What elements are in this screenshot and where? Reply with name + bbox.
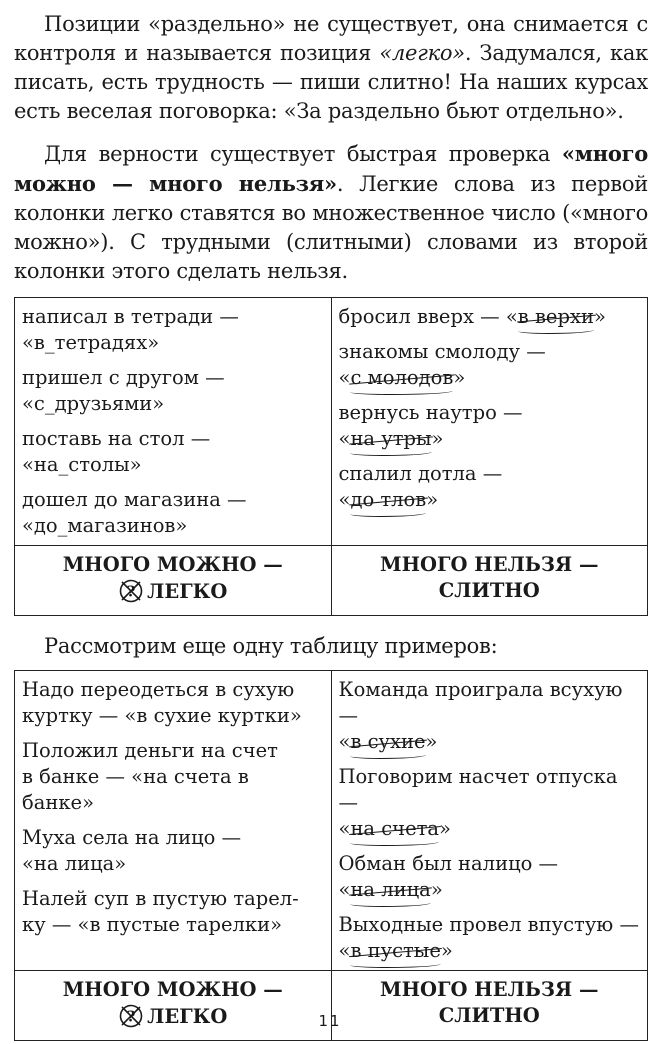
paragraph-1	[14, 10, 648, 126]
quote-open: «	[338, 730, 351, 753]
quote-close: »	[426, 488, 439, 511]
struck-out-word: в пустые	[350, 939, 441, 962]
paragraph-2-bold: «много можно — много нельзя»	[14, 141, 648, 196]
quote-close: »	[453, 366, 466, 389]
item-line: «с_друзьями»	[22, 392, 165, 415]
table-2-footer-easy	[15, 971, 332, 1041]
list-item	[339, 339, 641, 391]
table-2-footer-together	[331, 971, 648, 1041]
paragraph-3: Рассмотрим еще одну таблицу примеров:	[44, 634, 498, 658]
struck-out-word: на утры	[350, 427, 432, 450]
paragraph-2-text-c: . Легкие слова из первой колонки легко ставятся во множественное число («много можно»). С трудными (слитными) словами из второй колонки этого сделать нельзя.	[14, 172, 648, 283]
list-item	[339, 400, 641, 452]
paragraph-1-text-a: Позиции «раздельно» не существует, она снимается с контроля и называется позиция	[14, 12, 648, 65]
item-line: «в_тетрадях»	[22, 331, 160, 354]
crossed-question-icon	[118, 578, 144, 611]
list-item	[339, 912, 641, 964]
list-item	[339, 304, 641, 330]
list-item	[22, 487, 324, 539]
table-2-left-column	[15, 671, 332, 971]
item-line: Команда проиграла всухую —	[338, 678, 623, 727]
list-item	[22, 365, 324, 417]
question-mark: ?	[126, 1007, 136, 1026]
question-mark: ?	[126, 582, 136, 601]
item-line: Обман был налицо —	[338, 852, 559, 875]
paragraph-1-text-c: . Задумался, как писать, есть трудность — пиши слитно! На наших курсах есть веселая поговорка: «За раздельно бьют отдельно».	[14, 41, 648, 123]
struck-out-word: на лица	[350, 878, 431, 901]
list-item	[22, 825, 324, 877]
item-line: Муха села на лицо —	[22, 826, 242, 849]
item-line: Поговорим насчет отпуска —	[338, 765, 618, 814]
item-line: спалил дотла —	[338, 462, 503, 485]
list-item	[22, 886, 324, 938]
struck-out-word: до тлов	[350, 488, 427, 511]
list-item	[339, 851, 641, 903]
list-item	[22, 426, 324, 478]
item-line: Положил деньги на счет	[22, 739, 278, 762]
quote-close: »	[430, 878, 443, 901]
quote-open: «	[338, 427, 351, 450]
item-line: Надо переодеться в сухую	[22, 678, 295, 701]
item-line: знакомы смолоду —	[338, 340, 546, 363]
item-line: «до_магазинов»	[22, 514, 188, 537]
quote-open: «	[338, 939, 351, 962]
item-line: дошел до магазина —	[22, 488, 247, 511]
item-line: написал в тетради —	[22, 305, 239, 328]
quote-open: «	[338, 488, 351, 511]
footer-line-2: ЛЕГКО	[147, 580, 228, 603]
struck-out-word: в сухие	[350, 730, 426, 753]
table-1-footer-together	[331, 546, 648, 616]
item-line: пришел с другом —	[22, 366, 225, 389]
table-row	[15, 298, 648, 546]
footer-line-1: МНОГО НЕЛЬЗЯ —	[380, 553, 599, 576]
item-line: ку — «в пустые тарелки»	[22, 913, 283, 936]
table-1-left-column	[15, 298, 332, 546]
footer-line-2: СЛИТНО	[438, 579, 540, 602]
quote-open: «	[338, 366, 351, 389]
examples-table-1	[14, 297, 648, 616]
quote-close: »	[425, 730, 438, 753]
quote-close: »	[440, 939, 453, 962]
table-1-footer-easy	[15, 546, 332, 616]
table-row	[15, 971, 648, 1041]
footer-line-1: МНОГО МОЖНО —	[62, 553, 283, 576]
item-line: вернусь наутро —	[338, 401, 523, 424]
struck-out-word: в верхи	[517, 305, 594, 328]
item-line: Выходные провел впустую —	[338, 913, 639, 936]
quote-open: «	[338, 817, 351, 840]
table-2-right-column	[331, 671, 648, 971]
paragraph-1-italic: «легко»	[379, 41, 465, 65]
footer-line-1: МНОГО НЕЛЬЗЯ —	[380, 978, 599, 1001]
table-row	[15, 546, 648, 616]
footer-line-1: МНОГО МОЖНО —	[62, 978, 283, 1001]
list-item	[339, 677, 641, 755]
table-row	[15, 671, 648, 971]
footer-line-2: СЛИТНО	[438, 1004, 540, 1027]
paragraph-2-text-a: Для верности существует быстрая проверка	[44, 142, 562, 166]
list-item	[22, 738, 324, 816]
list-item	[22, 304, 324, 356]
item-line: «на лица»	[22, 852, 127, 875]
item-line: поставь на стол —	[22, 427, 211, 450]
quote-open: «	[338, 878, 351, 901]
quote-close: »	[593, 305, 606, 328]
item-line: куртку — «в сухие куртки»	[22, 704, 302, 727]
table-1-right-column	[331, 298, 648, 546]
quote-close: »	[431, 427, 444, 450]
struck-out-word: с молодов	[350, 366, 454, 389]
examples-table-2	[14, 670, 648, 1041]
quote-close: »	[439, 817, 451, 840]
item-line: «на_столы»	[22, 453, 142, 476]
list-item	[22, 677, 324, 729]
quote-open: «	[505, 305, 518, 328]
item-line: бросил вверх —	[338, 305, 506, 328]
struck-out-word: на счета	[350, 817, 440, 840]
list-item	[339, 764, 641, 842]
item-line: в банке — «на счета в банке»	[22, 765, 249, 814]
paragraph-2	[14, 139, 648, 286]
footer-line-2: ЛЕГКО	[147, 1005, 228, 1028]
list-item	[339, 461, 641, 513]
item-line: Налей суп в пустую тарел-	[22, 887, 299, 910]
page-number: 11	[318, 1012, 342, 1030]
